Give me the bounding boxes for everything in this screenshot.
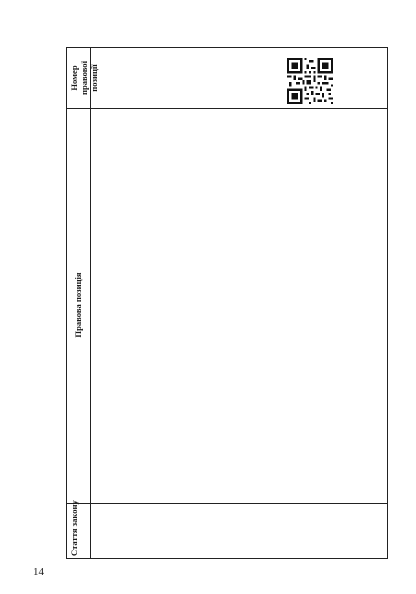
header-legal-position: Правова позиція bbox=[73, 272, 83, 338]
qr-code-icon bbox=[287, 58, 333, 104]
cell-legal-position bbox=[93, 110, 385, 500]
header-divider-article bbox=[67, 503, 387, 504]
header-article: Стаття закону bbox=[69, 500, 79, 556]
header-decision-number: Номер правової позиції bbox=[69, 61, 99, 95]
column-divider-decision bbox=[67, 108, 387, 109]
page-number: 14 bbox=[33, 566, 44, 578]
header-divider bbox=[90, 48, 91, 558]
legal-positions-table bbox=[66, 47, 388, 559]
